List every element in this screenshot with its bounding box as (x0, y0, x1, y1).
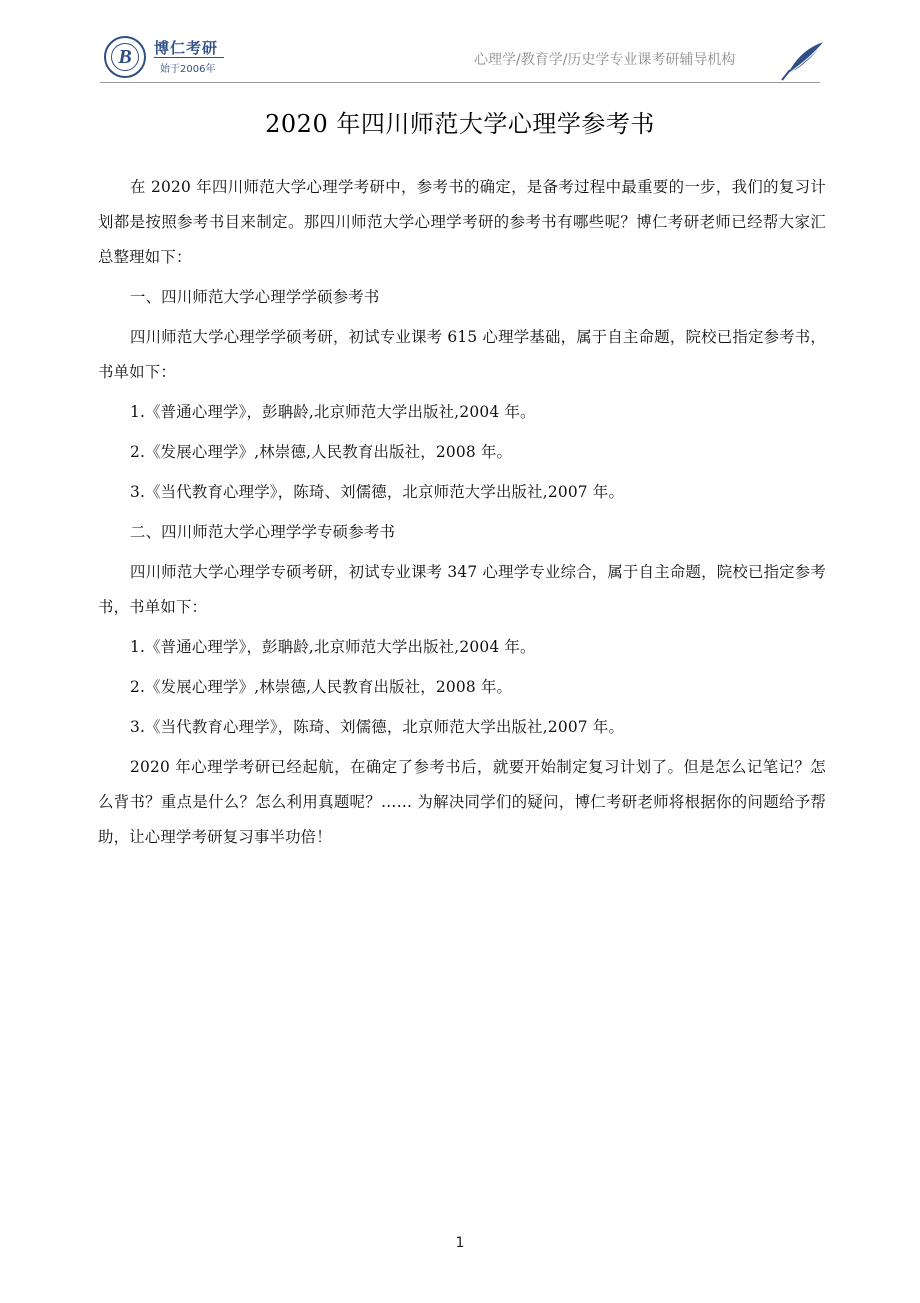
academic-exam-paragraph: 四川师范大学心理学学硕考研，初试专业课考 615 心理学基础，属于自主命题，院校已指定参考书，书单如下： (98, 328, 826, 381)
header-tagline: 心理学/教育学/历史学专业课考研辅导机构 (474, 52, 736, 68)
brand-name: 博仁考研 (154, 39, 219, 57)
book-item: 1.《普通心理学》，彭聃龄,北京师范大学出版社,2004 年。 (130, 638, 536, 656)
brand-subtitle: 始于2006年 (160, 64, 216, 75)
document-body (98, 170, 826, 860)
document-title: 2020 年四川师范大学心理学参考书 (265, 110, 655, 138)
logo-letter: B (111, 43, 139, 71)
book-item: 3.《当代教育心理学》，陈琦、刘儒德，北京师范大学出版社,2007 年。 (130, 718, 625, 736)
book-item: 3.《当代教育心理学》，陈琦、刘儒德，北京师范大学出版社,2007 年。 (130, 483, 625, 501)
section-heading-professional: 二、四川师范大学心理学学专硕参考书 (130, 523, 396, 541)
book-item: 2.《发展心理学》,林崇德,人民教育出版社，2008 年。 (130, 443, 513, 461)
header-rule (100, 82, 820, 83)
page-number: 1 (455, 1235, 465, 1251)
intro-paragraph: 在 2020 年四川师范大学心理学考研中，参考书的确定，是备考过程中最重要的一步，我们的复习计划都是按照参考书目来制定。那四川师范大学心理学考研的参考书有哪些呢？博仁考研老师已经帮大家汇总整理如下： (98, 178, 826, 266)
book-item: 1.《普通心理学》，彭聃龄,北京师范大学出版社,2004 年。 (130, 403, 536, 421)
page-header (0, 0, 920, 90)
brand-divider (154, 57, 224, 58)
section-heading-academic: 一、四川师范大学心理学学硕参考书 (130, 288, 380, 306)
feather-icon (780, 40, 826, 82)
professional-exam-paragraph: 四川师范大学心理学专硕考研，初试专业课考 347 心理学专业综合，属于自主命题，院校已指定参考书，书单如下： (98, 563, 826, 616)
logo-icon (104, 36, 146, 78)
book-item: 2.《发展心理学》,林崇德,人民教育出版社，2008 年。 (130, 678, 513, 696)
closing-paragraph: 2020 年心理学考研已经起航，在确定了参考书后，就要开始制定复习计划了。但是怎么记笔记？怎么背书？重点是什么？怎么利用真题呢？…… 为解决同学们的疑问，博仁考研老师将根据你的问题给予帮助，让心理学考研复习事半功倍！ (98, 758, 826, 846)
